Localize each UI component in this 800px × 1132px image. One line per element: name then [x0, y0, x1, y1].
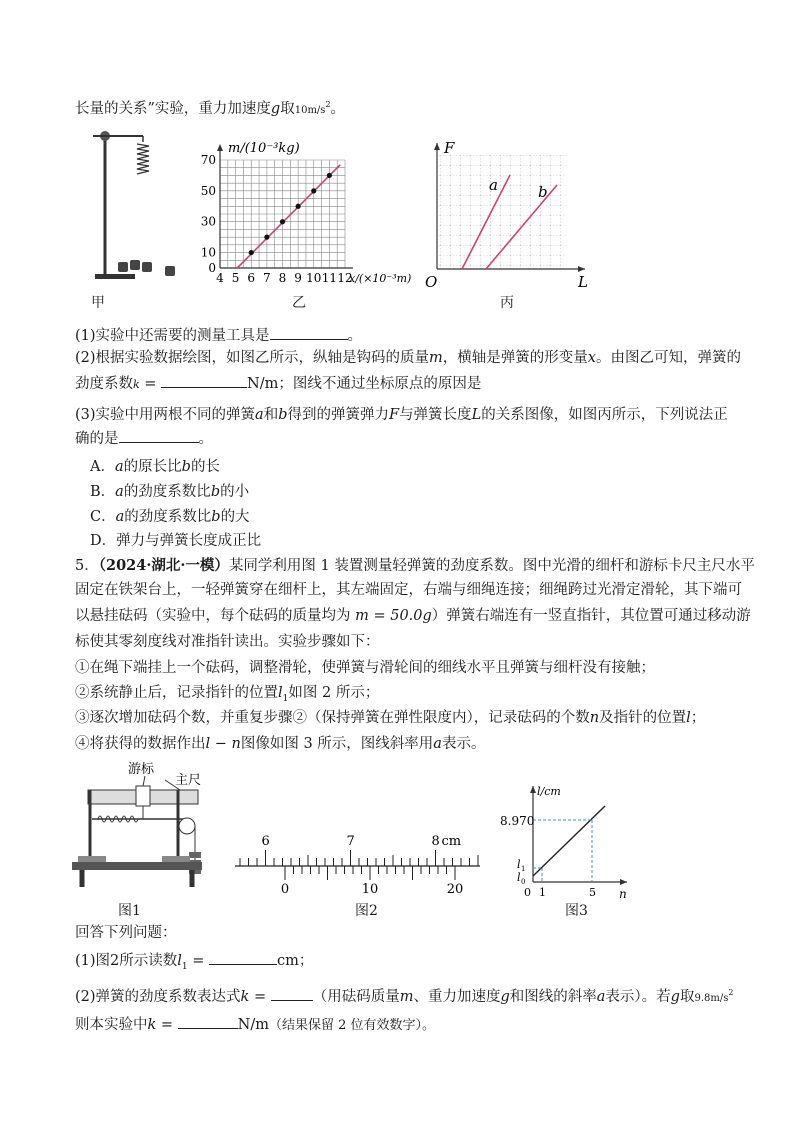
- unit-label: cm: [441, 834, 462, 849]
- data-point: [311, 188, 316, 193]
- caption-jia: 甲: [91, 295, 105, 311]
- vernier-label: 游标: [128, 762, 155, 777]
- x-tick-label: 5: [231, 271, 240, 285]
- fig3-ylabel: l/cm: [537, 785, 561, 798]
- bing-line-b: b: [538, 183, 548, 201]
- vernier-number: 10: [361, 882, 379, 897]
- bing-ylabel: F: [444, 139, 455, 157]
- answer-3: 则本实验中k = N/m（结果保留 2 位有效数字）。: [75, 1014, 435, 1036]
- figure-jia: [75, 122, 195, 292]
- chart-yi: [202, 138, 432, 298]
- y-tick-label: 70: [200, 153, 216, 167]
- x-tick-label: 12: [337, 271, 353, 285]
- answer-blank[interactable]: [271, 986, 313, 1001]
- vernier-number: 0: [280, 882, 290, 897]
- y-axis-label: m/(10⁻³kg): [228, 141, 300, 156]
- answer-blank[interactable]: [270, 325, 348, 340]
- q5-line1: 5．（2024·湖北·一模）某同学利用图 1 装置测量轻弹簧的劲度系数。图中光滑的细杆和游标卡尺主尺水平: [75, 557, 755, 574]
- figure-1-apparatus: [70, 762, 220, 887]
- q5-step1: ①在绳下端挂上一个砝码，调整滑轮，使弹簧与滑轮间的细线水平且弹簧与细杆没有接触；: [75, 660, 655, 676]
- svg-text:1: 1: [521, 865, 526, 873]
- bing-line-a: a: [489, 176, 498, 194]
- bing-xlabel: L: [578, 273, 588, 291]
- answer-2: (2)弹簧的劲度系数表达式k = （用砝码质量m、重力加速度g和图线的斜率a表示）。若g取$9.8m/s^2$: [75, 983, 733, 1009]
- x-tick-label: 7: [263, 271, 271, 285]
- q4-part3: (3)实验中用两根不同的弹簧a和b得到的弹簧弹力F与弹簧长度L的关系图像，如图丙所示，下列说法正: [75, 407, 728, 423]
- answer-blank[interactable]: [119, 428, 199, 443]
- y-tick-label: 10: [200, 245, 216, 260]
- answer-blank[interactable]: [161, 373, 247, 388]
- data-point: [280, 219, 285, 224]
- y-tick-label: 30: [200, 214, 216, 229]
- answer-1: (1)图2所示读数$l_1$ = cm；: [75, 950, 313, 977]
- y-tick-label: 50: [200, 183, 216, 198]
- q5-step3: ③逐次增加砝码个数，并重复步骤②（保持弹簧在弹性限度内），记录砝码的个数n及指针的位置l；: [75, 710, 706, 726]
- q5-line2: 固定在铁架台上，一轻弹簧穿在细杆上，其左端固定，右端与细绳连接；细绳跨过光滑定滑轮，其下端可: [75, 582, 742, 598]
- q5-step2: ②系统静止后，记录指针的位置$l_1$如图 2 所示；: [75, 685, 380, 704]
- y-arrow: [217, 144, 223, 151]
- svg-text:0: 0: [521, 878, 526, 886]
- q4-part2b: 劲度系数k = N/m；图线不通过坐标原点的原因是: [75, 373, 481, 395]
- x-tick-label: 4: [216, 271, 224, 285]
- q5-step4: ④将获得的数据作出l − n图像如图 3 所示，图线斜率用a表示。: [75, 736, 486, 752]
- q5-line3: 以悬挂砝码（实验中，每个砝码的质量均为 m = 50.0g）弹簧右端连有一竖直指针，其位置可通过移动游: [75, 608, 751, 624]
- intro-line: 长量的关系”实验，重力加速度g取$10m/s^2$。: [75, 100, 346, 117]
- main-scale-number: 6: [261, 834, 270, 849]
- option-c[interactable]: C．a的劲度系数比b的大: [90, 509, 250, 525]
- figure-2-vernier: [235, 833, 485, 898]
- q4-part2: (2)根据实验数据绘图，如图乙所示，纵轴是钩码的质量m，横轴是弹簧的形变量x。由图乙可知，弹簧的: [75, 350, 741, 366]
- x-tick-label: 9: [294, 271, 302, 285]
- caption-bing: 丙: [500, 295, 514, 311]
- answer-head: 回答下列问题：: [75, 925, 177, 941]
- q4-part1: (1)实验中还需要的测量工具是 。: [75, 325, 362, 346]
- q4-part3b: 确的是 。: [75, 428, 213, 449]
- svg-text:l: l: [517, 858, 521, 871]
- data-point: [264, 235, 269, 240]
- x-tick-label: 11: [321, 271, 338, 285]
- option-b[interactable]: B．a的劲度系数比b的小: [90, 484, 250, 500]
- caption-yi: 乙: [292, 295, 306, 311]
- caption-fig2: 图2: [355, 903, 378, 919]
- x-tick-label: 8: [278, 271, 287, 285]
- data-point: [296, 204, 301, 209]
- caption-fig3: 图3: [565, 903, 588, 919]
- caption-fig1: 图1: [118, 903, 141, 919]
- answer-blank[interactable]: [178, 1014, 238, 1029]
- vernier-number: 20: [446, 882, 464, 897]
- answer-blank[interactable]: [209, 950, 277, 965]
- x-tick-label: 6: [247, 271, 256, 285]
- option-d[interactable]: D．弹力与弹簧长度成正比: [90, 533, 262, 549]
- figure-3-graph: [500, 778, 635, 903]
- data-point: [327, 173, 332, 178]
- main-scale-label: 主尺: [175, 773, 202, 788]
- svg-text:1: 1: [539, 886, 546, 899]
- bing-origin: O: [425, 273, 438, 291]
- svg-text:5: 5: [589, 886, 596, 899]
- option-a[interactable]: A．a的原长比b的长: [90, 459, 220, 475]
- x-tick-label: 10: [306, 271, 322, 285]
- fig3-xlabel: n: [619, 887, 627, 901]
- x-axis-label: x/(×10⁻³m): [349, 272, 412, 285]
- main-scale-number: 8: [431, 834, 440, 849]
- fig3-yval: 8.970: [500, 814, 535, 828]
- data-point: [249, 250, 254, 255]
- svg-text:l: l: [517, 871, 521, 884]
- svg-text:0: 0: [524, 886, 531, 899]
- q5-line4: 标使其零刻度线对准指针读出。实验步骤如下：: [75, 634, 380, 650]
- y-tick-label: 0: [208, 261, 216, 275]
- chart-bing: [420, 135, 600, 295]
- main-scale-number: 7: [346, 834, 355, 849]
